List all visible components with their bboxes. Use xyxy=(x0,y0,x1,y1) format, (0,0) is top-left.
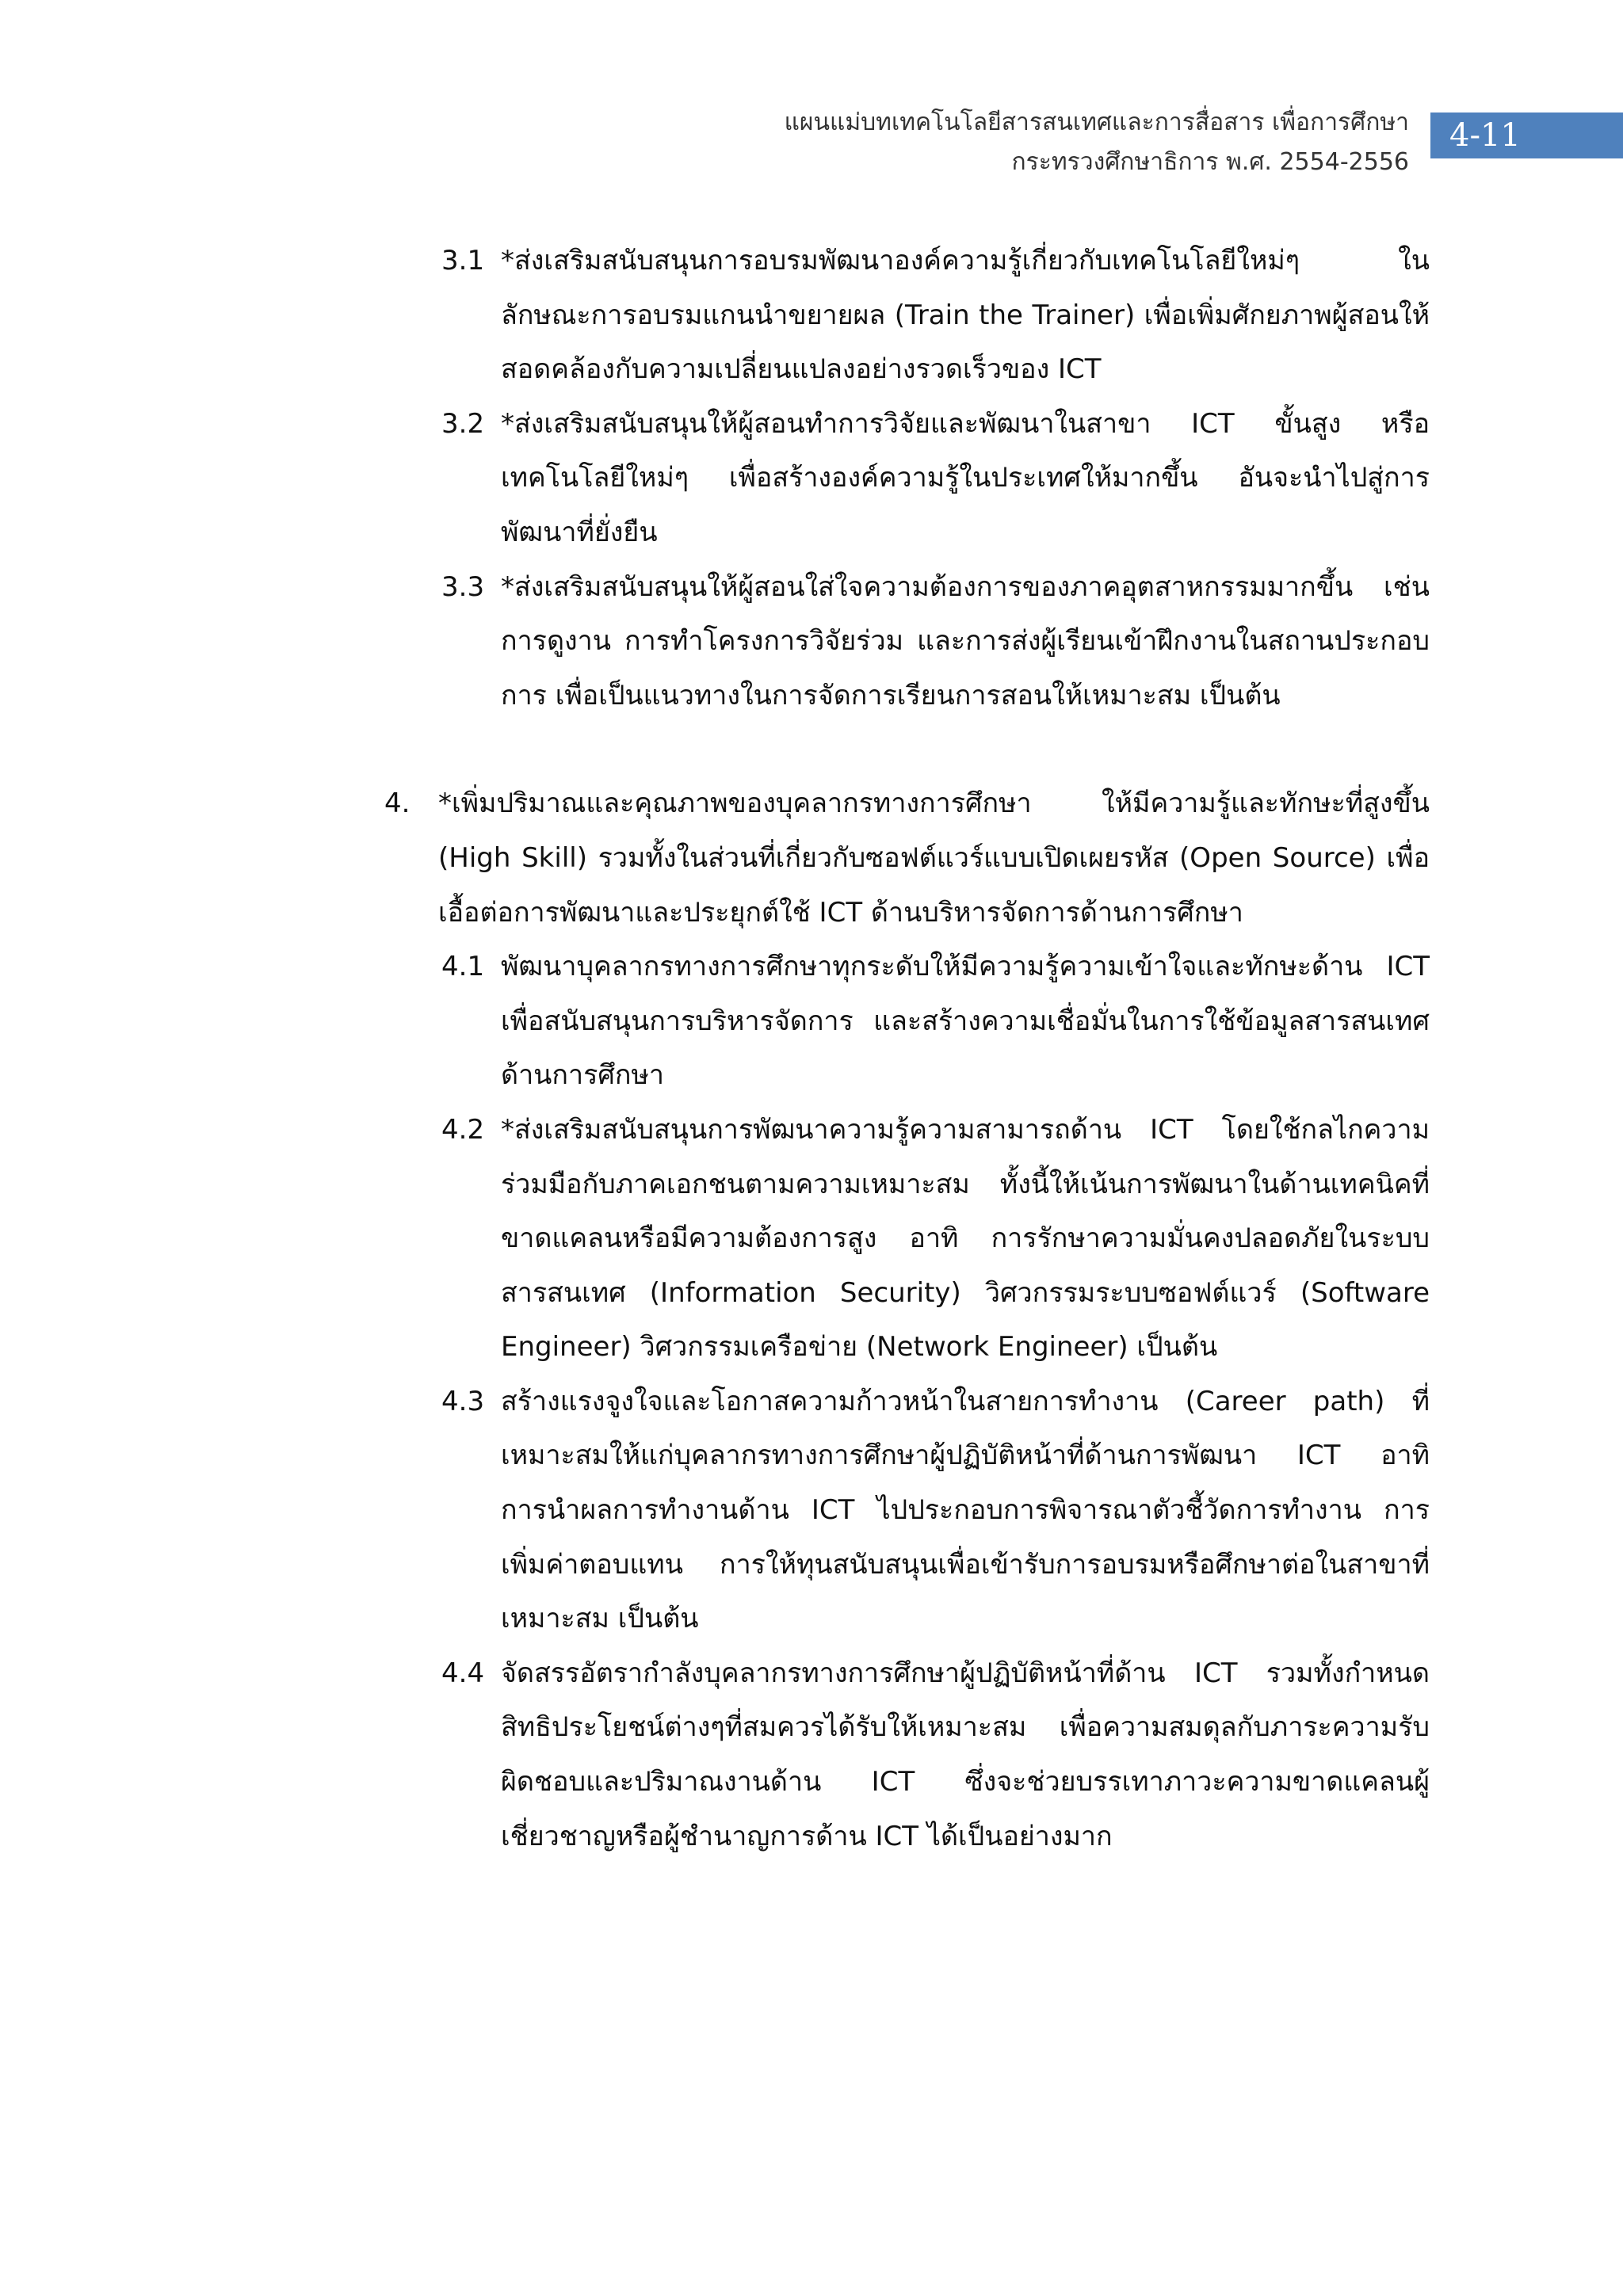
item-number: 3.1 xyxy=(441,245,485,277)
item-number: 4.1 xyxy=(441,951,485,983)
header-title-line: แผนแม่บทเทคโนโลยีสารสนเทศและการสื่อสาร เพื่อการศึกษา xyxy=(784,109,1409,136)
item-4 xyxy=(384,776,1430,940)
item-number: 4.4 xyxy=(441,1657,485,1689)
item-number: 3.3 xyxy=(441,570,485,603)
item-4-4 xyxy=(441,1646,1430,1863)
item-text: *เพิ่มปริมาณและคุณภาพของบุคลากรทางการศึกษา ให้มีความรู้และทักษะที่สูงขึ้น (High Skill) รวมทั้งในส่วนที่เกี่ยวกับซอฟต์แวร์แบบเปิดเผยรหัส (Open Source) เพื่อเอื้อต่อการพัฒนาและประยุกต์ใช้ ICT ด้านบริหารจัดการด้านการศึกษา xyxy=(438,788,1430,929)
item-number: 4.3 xyxy=(441,1385,485,1417)
item-4-2 xyxy=(441,1103,1430,1375)
item-text: *ส่งเสริมสนับสนุนการพัฒนาความรู้ความสามารถด้าน ICT โดยใช้กลไกความร่วมมือกับภาคเอกชนตามความเหมาะสม ทั้งนี้ให้เน้นการพัฒนาในด้านเทคนิคที่ขาดแคลนหรือมีความต้องการสูง อาทิ การรักษาความมั่นคงปลอดภัยในระบบสารสนเทศ (Information Security) วิศวกรรมระบบซอฟต์แวร์ (Software Engineer) วิศวกรรมเครือข่าย (Network Engineer) เป็นต้น xyxy=(501,1113,1430,1363)
item-number: 4. xyxy=(384,788,411,820)
item-text: *ส่งเสริมสนับสนุนให้ผู้สอนใส่ใจความต้องการของภาคอุตสาหกรรมมากขึ้น เช่น การดูงาน การทำโครงการวิจัยร่วม และการส่งผู้เรียนเข้าฝึกงานในสถานประกอบการ เพื่อเป็นแนวทางในการจัดการเรียนการสอนให้เหมาะสม เป็นต้น xyxy=(501,570,1430,711)
page-number-tab: 4-11 xyxy=(1430,113,1623,158)
section-spacer xyxy=(0,723,1623,776)
item-number: 4.2 xyxy=(441,1113,485,1146)
item-3-3 xyxy=(441,560,1430,723)
item-3-2 xyxy=(441,397,1430,560)
item-number: 3.2 xyxy=(441,407,485,440)
item-text: สร้างแรงจูงใจและโอกาสความก้าวหน้าในสายการทำงาน (Career path) ที่เหมาะสมให้แก่บุคลากรทางการศึกษาผู้ปฏิบัติหน้าที่ด้านการพัฒนา ICT อาทิ การนำผลการทำงานด้าน ICT ไปประกอบการพิจารณาตัวชี้วัดการทำงาน การเพิ่มค่าตอบแทน การให้ทุนสนับสนุนเพื่อเข้ารับการอบรมหรือศึกษาต่อในสาขาที่เหมาะสม เป็นต้น xyxy=(501,1385,1430,1635)
running-header xyxy=(785,103,1409,182)
item-3-1 xyxy=(441,234,1430,397)
page-body xyxy=(0,234,1623,1863)
item-text: *ส่งเสริมสนับสนุนการอบรมพัฒนาองค์ความรู้เกี่ยวกับเทคโนโลยีใหม่ๆ ในลักษณะการอบรมแกนนำขยายผล (Train the Trainer) เพื่อเพิ่มศักยภาพผู้สอนให้สอดคล้องกับความเปลี่ยนแปลงอย่างรวดเร็วของ ICT xyxy=(501,245,1430,386)
item-4-3 xyxy=(441,1375,1430,1646)
item-text: พัฒนาบุคลากรทางการศึกษาทุกระดับให้มีความรู้ความเข้าใจและทักษะด้าน ICT เพื่อสนับสนุนการบริหารจัดการ และสร้างความเชื่อมั่นในการใช้ข้อมูลสารสนเทศด้านการศึกษา xyxy=(501,951,1430,1092)
item-4-1 xyxy=(441,940,1430,1103)
item-text: จัดสรรอัตรากำลังบุคลากรทางการศึกษาผู้ปฏิบัติหน้าที่ด้าน ICT รวมทั้งกำหนดสิทธิประโยชน์ต่างๆที่สมควรได้รับให้เหมาะสม เพื่อความสมดุลกับภาระความรับผิดชอบและปริมาณงานด้าน ICT ซึ่งจะช่วยบรรเทาภาวะความขาดแคลนผู้เชี่ยวชาญหรือผู้ชำนาญการด้าน ICT ได้เป็นอย่างมาก xyxy=(501,1657,1430,1852)
item-text: *ส่งเสริมสนับสนุนให้ผู้สอนทำการวิจัยและพัฒนาในสาขา ICT ขั้นสูง หรือเทคโนโลยีใหม่ๆ เพื่อสร้างองค์ความรู้ในประเทศให้มากขึ้น อันจะนำไปสู่การพัฒนาที่ยั่งยืน xyxy=(501,407,1430,548)
header-ministry-line: กระทรวงศึกษาธิการ พ.ศ. 2554-2556 xyxy=(1011,148,1409,176)
